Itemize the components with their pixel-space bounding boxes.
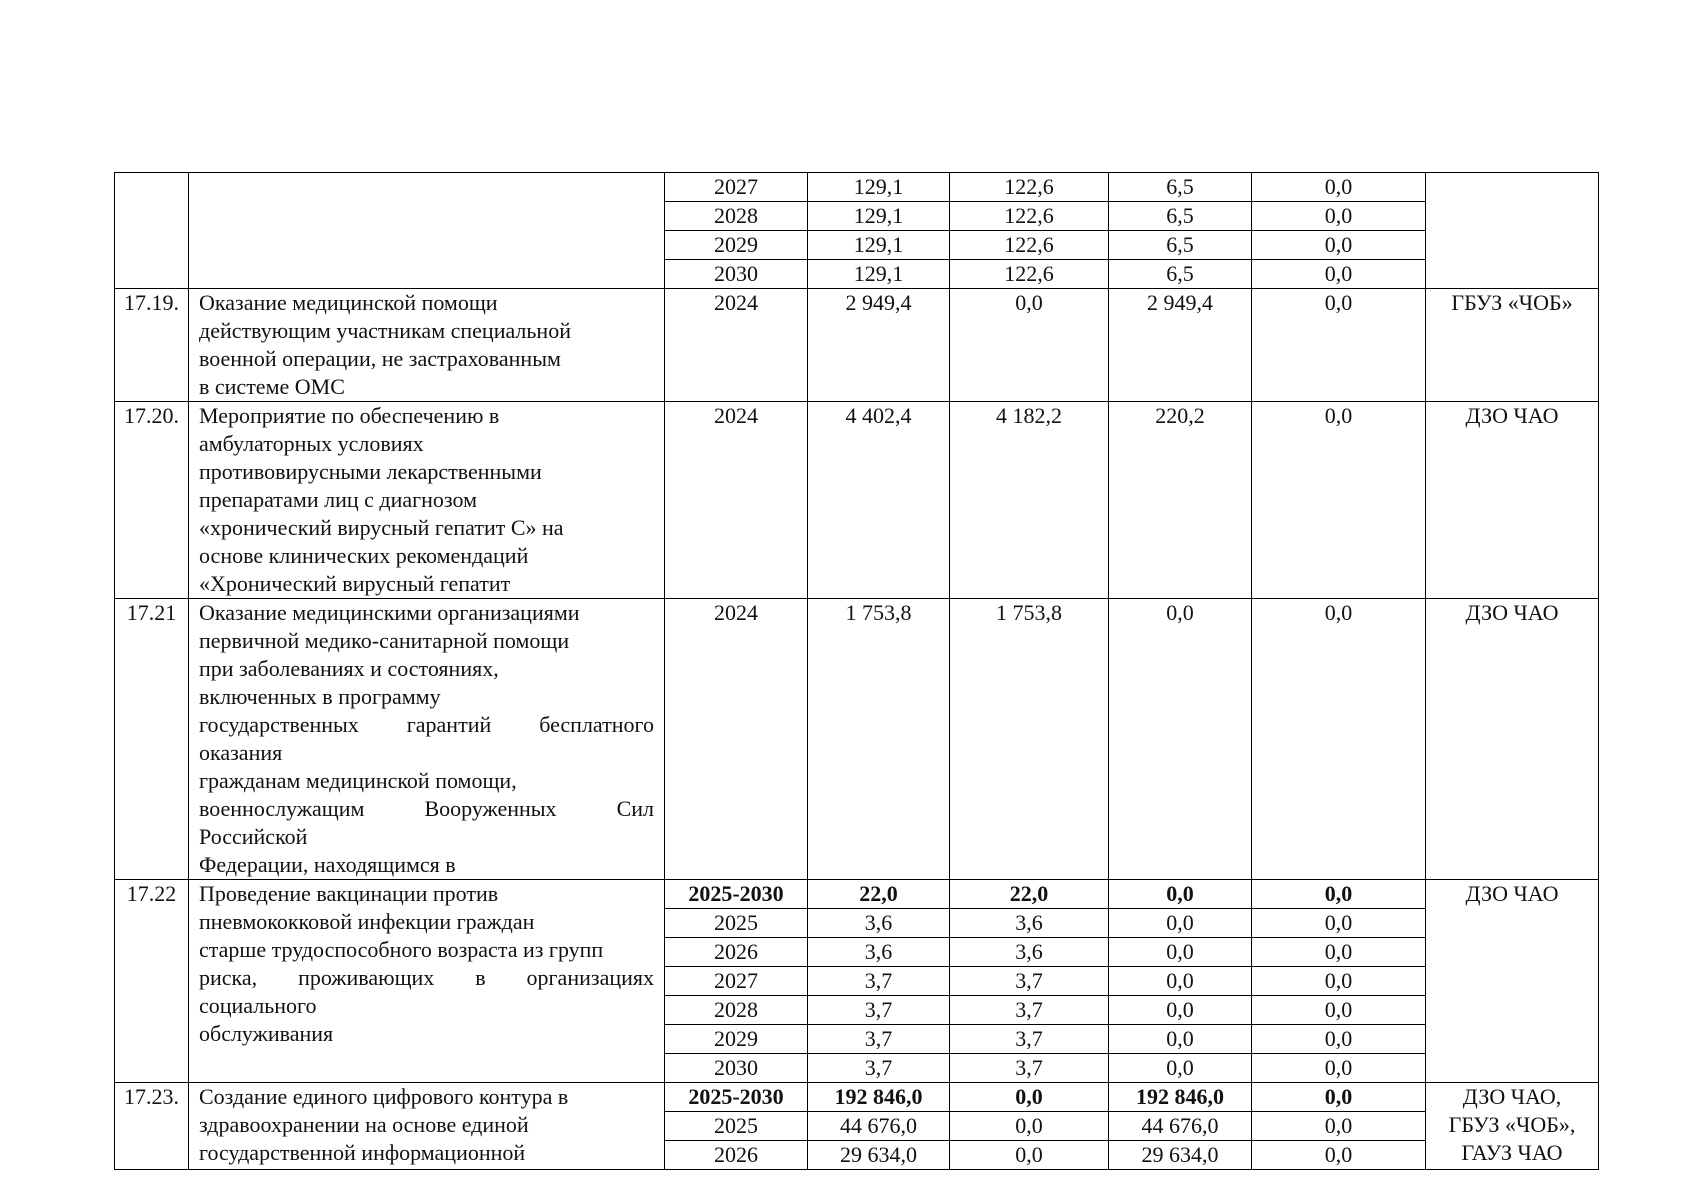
description-line: в системе ОМС <box>199 374 345 399</box>
item-number: 17.23. <box>115 1083 189 1170</box>
source-1-cell: 4 182,2 <box>950 402 1109 599</box>
item-number: 17.22 <box>115 880 189 1083</box>
source-1-cell: 3,7 <box>950 996 1109 1025</box>
total-cell: 4 402,4 <box>808 402 950 599</box>
item-description <box>189 402 665 599</box>
executor-cell: ГБУЗ «ЧОБ» <box>1426 289 1599 402</box>
year-cell: 2028 <box>665 202 808 231</box>
table-row <box>115 289 1599 402</box>
total-cell: 3,6 <box>808 938 950 967</box>
source-1-cell: 3,7 <box>950 1054 1109 1083</box>
year-cell: 2024 <box>665 289 808 402</box>
item-description <box>189 599 665 880</box>
source-2-cell: 0,0 <box>1109 967 1252 996</box>
source-3-cell: 0,0 <box>1252 402 1426 599</box>
source-3-cell: 0,0 <box>1252 289 1426 402</box>
source-2-cell: 6,5 <box>1109 231 1252 260</box>
item-description <box>189 1083 665 1170</box>
source-2-cell: 44 676,0 <box>1109 1112 1252 1141</box>
total-cell: 44 676,0 <box>808 1112 950 1141</box>
program-funding-table <box>114 172 1599 1170</box>
year-cell: 2025-2030 <box>665 1083 808 1112</box>
description-line: гражданам медицинской помощи, <box>199 768 517 793</box>
total-cell: 129,1 <box>808 231 950 260</box>
total-cell: 3,7 <box>808 967 950 996</box>
source-2-cell: 6,5 <box>1109 260 1252 289</box>
total-cell: 129,1 <box>808 260 950 289</box>
source-3-cell: 0,0 <box>1252 880 1426 909</box>
description-line: действующим участникам специальной <box>199 318 571 343</box>
description-line: при заболеваниях и состояниях, <box>199 656 499 681</box>
source-1-cell: 3,7 <box>950 1025 1109 1054</box>
year-cell: 2027 <box>665 967 808 996</box>
source-3-cell: 0,0 <box>1252 996 1426 1025</box>
item-description <box>189 289 665 402</box>
source-3-cell: 0,0 <box>1252 173 1426 202</box>
table-row <box>115 599 1599 880</box>
source-1-cell: 122,6 <box>950 173 1109 202</box>
year-cell: 2026 <box>665 1141 808 1170</box>
total-cell: 3,7 <box>808 996 950 1025</box>
table-row <box>115 402 1599 599</box>
description-line: Проведение вакцинации против <box>199 881 499 906</box>
year-cell: 2028 <box>665 996 808 1025</box>
description-line: Оказание медицинскими организациями <box>199 600 580 625</box>
description-line: противовирусными лекарственными <box>199 459 542 484</box>
table-row <box>115 173 1599 202</box>
source-2-cell: 192 846,0 <box>1109 1083 1252 1112</box>
total-cell: 3,7 <box>808 1025 950 1054</box>
total-cell: 129,1 <box>808 173 950 202</box>
total-cell: 3,6 <box>808 909 950 938</box>
description-line: первичной медико-санитарной помощи <box>199 628 570 653</box>
executor-cell <box>1426 173 1599 289</box>
description-line: включенных в программу <box>199 684 441 709</box>
item-number <box>115 173 189 289</box>
source-2-cell: 0,0 <box>1109 1025 1252 1054</box>
total-cell: 29 634,0 <box>808 1141 950 1170</box>
source-1-cell: 122,6 <box>950 231 1109 260</box>
year-cell: 2029 <box>665 1025 808 1054</box>
source-1-cell: 0,0 <box>950 1141 1109 1170</box>
source-2-cell: 6,5 <box>1109 173 1252 202</box>
description-line: амбулаторных условиях <box>199 431 424 456</box>
year-cell: 2024 <box>665 599 808 880</box>
source-3-cell: 0,0 <box>1252 599 1426 880</box>
source-3-cell: 0,0 <box>1252 1083 1426 1112</box>
source-3-cell: 0,0 <box>1252 231 1426 260</box>
source-1-cell: 0,0 <box>950 289 1109 402</box>
description-line: «хронический вирусный гепатит С» на <box>199 515 564 540</box>
description-line: пневмококковой инфекции граждан <box>199 909 535 934</box>
source-3-cell: 0,0 <box>1252 967 1426 996</box>
source-1-cell: 3,6 <box>950 938 1109 967</box>
item-number: 17.20. <box>115 402 189 599</box>
source-1-cell: 0,0 <box>950 1083 1109 1112</box>
total-cell: 3,7 <box>808 1054 950 1083</box>
description-line: риска, проживающих в организациях социального <box>199 965 654 1018</box>
source-1-cell: 1 753,8 <box>950 599 1109 880</box>
item-description <box>189 173 665 289</box>
source-2-cell: 0,0 <box>1109 599 1252 880</box>
source-3-cell: 0,0 <box>1252 1141 1426 1170</box>
description-line: Создание единого цифрового контура в <box>199 1084 569 1109</box>
source-2-cell: 0,0 <box>1109 938 1252 967</box>
description-line: Оказание медицинской помощи <box>199 290 498 315</box>
description-line: военнослужащим Вооруженных Сил Российской <box>199 796 654 849</box>
total-cell: 2 949,4 <box>808 289 950 402</box>
source-3-cell: 0,0 <box>1252 909 1426 938</box>
executor-line: ГБУЗ «ЧОБ», <box>1448 1112 1576 1137</box>
source-1-cell: 122,6 <box>950 202 1109 231</box>
description-line: Мероприятие по обеспечению в <box>199 403 500 428</box>
executor-cell: ДЗО ЧАО <box>1426 880 1599 1083</box>
executor-line: ДЗО ЧАО, <box>1462 1084 1562 1109</box>
source-2-cell: 220,2 <box>1109 402 1252 599</box>
description-line: обслуживания <box>199 1021 334 1046</box>
total-cell: 1 753,8 <box>808 599 950 880</box>
description-line: государственных гарантий бесплатного оказания <box>199 712 654 765</box>
item-description <box>189 880 665 1083</box>
description-line: здравоохранении на основе единой <box>199 1112 529 1137</box>
year-cell: 2027 <box>665 173 808 202</box>
year-cell: 2024 <box>665 402 808 599</box>
source-3-cell: 0,0 <box>1252 1025 1426 1054</box>
source-2-cell: 0,0 <box>1109 880 1252 909</box>
source-1-cell: 3,6 <box>950 909 1109 938</box>
year-cell: 2030 <box>665 1054 808 1083</box>
description-line: основе клинических рекомендаций <box>199 543 529 568</box>
total-cell: 192 846,0 <box>808 1083 950 1112</box>
source-2-cell: 6,5 <box>1109 202 1252 231</box>
description-line: старше трудоспособного возраста из групп <box>199 937 604 962</box>
executor-cell: ДЗО ЧАО <box>1426 599 1599 880</box>
source-3-cell: 0,0 <box>1252 202 1426 231</box>
source-1-cell: 0,0 <box>950 1112 1109 1141</box>
source-3-cell: 0,0 <box>1252 260 1426 289</box>
description-line: военной операции, не застрахованным <box>199 346 561 371</box>
source-2-cell: 29 634,0 <box>1109 1141 1252 1170</box>
description-line: препаратами лиц с диагнозом <box>199 487 477 512</box>
source-2-cell: 2 949,4 <box>1109 289 1252 402</box>
executor-cell <box>1426 1083 1599 1170</box>
source-1-cell: 3,7 <box>950 967 1109 996</box>
description-line: Федерации, находящимся в <box>199 852 456 877</box>
source-2-cell: 0,0 <box>1109 1054 1252 1083</box>
executor-cell: ДЗО ЧАО <box>1426 402 1599 599</box>
year-cell: 2030 <box>665 260 808 289</box>
source-1-cell: 122,6 <box>950 260 1109 289</box>
table-row <box>115 880 1599 909</box>
total-cell: 129,1 <box>808 202 950 231</box>
source-1-cell: 22,0 <box>950 880 1109 909</box>
executor-line: ГАУЗ ЧАО <box>1461 1140 1563 1165</box>
source-3-cell: 0,0 <box>1252 1054 1426 1083</box>
source-3-cell: 0,0 <box>1252 938 1426 967</box>
year-cell: 2025 <box>665 1112 808 1141</box>
item-number: 17.21 <box>115 599 189 880</box>
source-3-cell: 0,0 <box>1252 1112 1426 1141</box>
description-line: «Хронический вирусный гепатит <box>199 571 511 596</box>
item-number: 17.19. <box>115 289 189 402</box>
year-cell: 2029 <box>665 231 808 260</box>
year-cell: 2025-2030 <box>665 880 808 909</box>
year-cell: 2025 <box>665 909 808 938</box>
source-2-cell: 0,0 <box>1109 909 1252 938</box>
year-cell: 2026 <box>665 938 808 967</box>
description-line: государственной информационной <box>199 1140 526 1165</box>
source-2-cell: 0,0 <box>1109 996 1252 1025</box>
table-row <box>115 1083 1599 1112</box>
total-cell: 22,0 <box>808 880 950 909</box>
